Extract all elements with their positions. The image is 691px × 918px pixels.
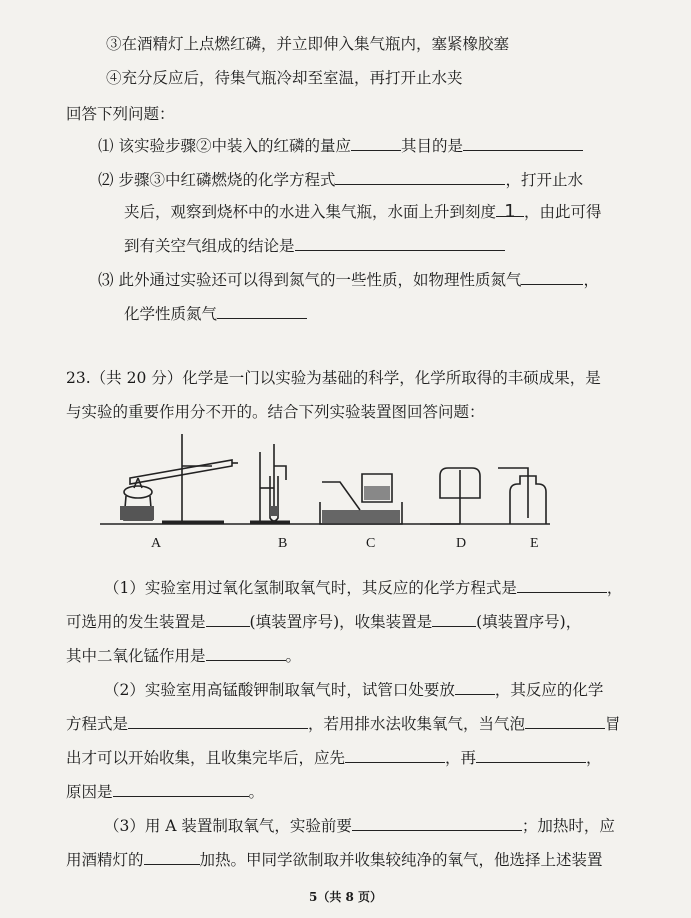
q23-part2-line4 (66, 782, 264, 802)
apparatus-a (120, 434, 238, 522)
q23-intro-line2: 与实验的重要作用分不开的。结合下列实验装置图回答问题： (66, 403, 485, 421)
q22-part1 (98, 136, 583, 156)
q23-part2-text-a: （2）实验室用高锰酸钾制取氧气时，试管口处要放 (104, 681, 455, 699)
q23-part1-line2 (66, 612, 581, 632)
q23-part2-text-j: 。 (248, 783, 265, 801)
answer-blank[interactable] (352, 816, 522, 831)
step-3: ③在酒精灯上点燃红磷，并立即伸入集气瓶内，塞紧橡胶塞 (106, 35, 510, 53)
apparatus-diagram (100, 426, 560, 536)
apparatus-label-c: C (366, 536, 376, 551)
apparatus-label-e: E (530, 536, 539, 551)
q22-part2-line1 (98, 170, 583, 190)
answer-blank[interactable] (496, 201, 524, 222)
answer-blank[interactable] (463, 136, 583, 151)
q23-part3-line1 (104, 816, 615, 836)
answer-blank[interactable] (521, 270, 583, 285)
q23-part2-line3 (66, 748, 602, 768)
q22-part1-number: ⑴ (98, 137, 114, 155)
q23-part2-line2 (66, 714, 621, 734)
q23-part2-text-g: ，再 (445, 749, 477, 767)
q23-part1-text-e: (填装置序号)， (476, 613, 582, 631)
q23-part1-text-g: 。 (285, 647, 302, 665)
answer-blank[interactable] (517, 578, 607, 593)
answer-blank[interactable] (206, 612, 250, 627)
q23-part3-line2 (66, 850, 603, 870)
q23-part1-line1 (104, 578, 622, 598)
apparatus-label-b: B (278, 536, 288, 551)
q23-part3-text-b: ；加热时，应 (521, 817, 615, 835)
answer-blank[interactable] (351, 136, 401, 151)
q23-part2-text-b: ，其反应的化学 (494, 681, 604, 699)
q23-part2-text-d: ，若用排水法收集氧气，当气泡 (308, 715, 526, 733)
q23-part3-text-d: 加热。甲同学欲制取并收集较纯净的氧气，他选择上述装置 (199, 851, 603, 869)
answer-prompt: 回答下列问题： (66, 105, 175, 123)
answer-blank[interactable] (128, 714, 308, 729)
answer-blank[interactable] (335, 170, 505, 185)
answer-blank[interactable] (144, 850, 200, 865)
q23-part2-text-c: 方程式是 (66, 715, 129, 733)
q22-part1-text-b: 其目的是 (400, 137, 463, 155)
answer-blank[interactable] (217, 304, 307, 319)
apparatus-label-d: D (456, 536, 467, 551)
q23-part2-text-i: 原因是 (66, 783, 113, 801)
q22-part2-text-e: 到有关空气组成的结论是 (124, 237, 295, 255)
q23-part3-text-a: （3）用 A 装置制取氧气，实验前要 (104, 817, 352, 835)
q23-part2-text-e: 冒 (605, 715, 621, 733)
q22-part3-text-c: 化学性质氮气 (124, 305, 218, 323)
q23-part2-text-h: ， (586, 749, 602, 767)
apparatus-c (320, 474, 402, 524)
q22-part3-number: ⑶ (98, 271, 114, 289)
q22-part3-text-a: 此外通过实验还可以得到氮气的一些性质，如物理性质氮气 (118, 271, 522, 289)
apparatus-label-a: A (151, 536, 162, 551)
answer-blank[interactable] (455, 680, 495, 695)
q22-part2-text-b: ，打开止水 (505, 171, 583, 189)
q23-part2-text-f: 出才可以开始收集，且收集完毕后，应先 (66, 749, 346, 767)
q23-part1-line3 (66, 646, 301, 666)
q22-part1-text-a: 该实验步骤②中装入的红磷的量应 (118, 137, 351, 155)
q22-part2-line3 (124, 236, 505, 256)
q23-part1-text-f: 其中二氧化锰作用是 (66, 647, 206, 665)
answer-blank[interactable] (206, 646, 286, 661)
q22-part2-text-c: 夹后，观察到烧杯中的水进入集气瓶，水面上升到刻度 (124, 203, 497, 221)
answer-blank[interactable] (476, 748, 586, 763)
q22-part2-text-d: ，由此可得 (524, 203, 602, 221)
page-number: 5（共 8 页） (308, 890, 383, 904)
q23-part3-text-c: 用酒精灯的 (66, 851, 144, 869)
answer-blank[interactable] (295, 236, 505, 251)
answer-blank[interactable] (525, 714, 605, 729)
q23-intro-line1: 23.（共 20 分）化学是一门以实验为基础的科学，化学所取得的丰硕成果，是 (66, 369, 601, 387)
handwritten-answer: 1 (504, 201, 516, 222)
apparatus-d (430, 468, 480, 524)
q23-part1-text-a: （1）实验室用过氧化氢制取氧气时，其反应的化学方程式是 (104, 579, 517, 597)
step-4: ④充分反应后，待集气瓶冷却至室温，再打开止水夹 (106, 69, 463, 87)
apparatus-e (498, 468, 546, 524)
q22-part3-line1 (98, 270, 599, 290)
answer-blank[interactable] (432, 612, 476, 627)
q22-part2-number: ⑵ (98, 171, 114, 189)
q23-part1-text-b: ， (606, 579, 623, 597)
q22-part3-line2 (124, 304, 307, 324)
q22-part2-line2 (124, 202, 602, 222)
q22-part2-text-a: 步骤③中红磷燃烧的化学方程式 (118, 171, 336, 189)
q23-part2-line1 (104, 680, 603, 700)
answer-blank[interactable] (113, 782, 249, 797)
q22-part3-text-b: ， (583, 271, 599, 289)
answer-blank[interactable] (345, 748, 445, 763)
q23-part1-text-d: (填装置序号)，收集装置是 (249, 613, 433, 631)
apparatus-b (250, 444, 290, 522)
q23-part1-text-c: 可选用的发生装置是 (66, 613, 206, 631)
